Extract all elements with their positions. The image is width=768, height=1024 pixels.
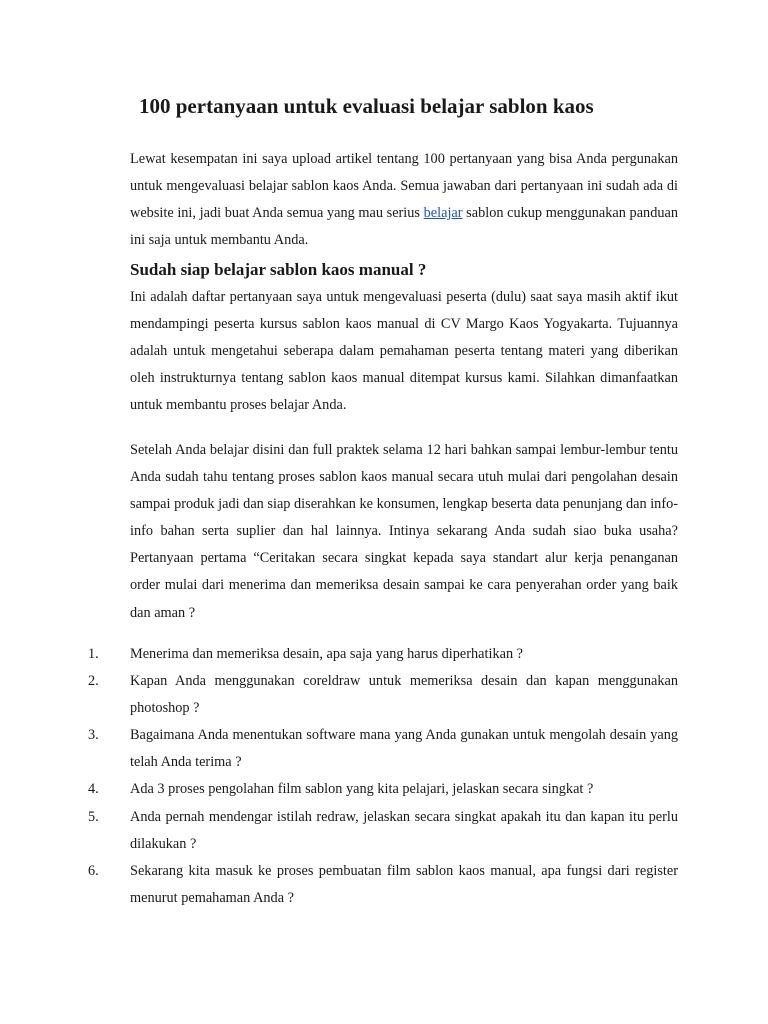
list-item-number: 4. — [88, 781, 99, 798]
list-item — [0, 668, 768, 722]
list-item — [0, 776, 768, 803]
list-item — [0, 641, 768, 668]
list-item — [0, 722, 768, 776]
belajar-link[interactable]: belajar — [423, 205, 463, 222]
list-item-number: 6. — [88, 862, 99, 879]
list-item-number: 2. — [88, 673, 99, 690]
intro-text-after-link: sablon cukup menggunakan panduan ini saja untuk membantu Anda. — [130, 205, 678, 249]
list-item-text: Anda pernah mendengar istilah redraw, jelaskan secara singkat apakah itu dan kapan itu perlu dilakukan ? — [130, 808, 678, 852]
list-item-text: Ada 3 proses pengolahan film sablon yang kita pelajari, jelaskan secara singkat ? — [130, 781, 594, 798]
section-heading: Sudah siap belajar sablon kaos manual ? — [130, 260, 427, 279]
question-list — [0, 641, 768, 912]
list-item-number: 3. — [88, 727, 99, 744]
paragraph-3: Setelah Anda belajar disini dan full praktek selama 12 hari bahkan sampai lembur-lembur tentu Anda sudah tahu tentang proses sablon kaos manual secara utuh mulai dari pengolahan desain sampai produk jadi dan siap diserahkan ke konsumen, lengkap beserta data penunjang dan info-info bahan serta suplier dan hal lainnya. Intinya sekarang Anda sudah siao buka usaha? Pertanyaan pertama “Ceritakan secara singkat kepada saya standart alur kerja penanganan order mulai dari menerima dan memeriksa desain sampai ke cara penyerahan order yang baik dan aman ? — [130, 442, 678, 621]
intro-paragraph — [130, 146, 678, 254]
list-item-text: Bagaimana Anda menentukan software mana yang Anda gunakan untuk mengolah desain yang telah Anda terima ? — [130, 727, 678, 771]
intro-text-before-link: Lewat kesempatan ini saya upload artikel tentang 100 pertanyaan yang bisa Anda pergunakan untuk mengevaluasi belajar sablon kaos Anda. Semua jawaban dari pertanyaan ini sudah ada di website ini, jadi buat Anda semua yang mau serius — [130, 151, 678, 222]
list-item — [0, 858, 768, 912]
page-title: 100 pertanyaan untuk evaluasi belajar sablon kaos — [139, 94, 594, 118]
list-item-number: 1. — [88, 646, 99, 662]
list-item — [0, 804, 768, 858]
list-item-text: Kapan Anda menggunakan coreldraw untuk memeriksa desain dan kapan menggunakan photoshop ? — [130, 673, 678, 717]
list-item-text: Menerima dan memeriksa desain, apa saja yang harus diperhatikan ? — [130, 646, 524, 662]
list-item-text: Sekarang kita masuk ke proses pembuatan film sablon kaos manual, apa fungsi dari register menurut pemahaman Anda ? — [130, 862, 678, 906]
paragraph-2: Ini adalah daftar pertanyaan saya untuk mengevaluasi peserta (dulu) saat saya masih aktif ikut mendampingi peserta kursus sablon kaos manual di CV Margo Kaos Yogyakarta. Tujuannya adalah untuk mengetahui seberapa dalam pemahaman peserta tentang materi yang diberikan oleh instrukturnya tentang sablon kaos manual ditempat kursus kami. Silahkan dimanfaatkan untuk membantu proses belajar Anda. — [130, 289, 678, 414]
list-item-number: 5. — [88, 808, 99, 825]
